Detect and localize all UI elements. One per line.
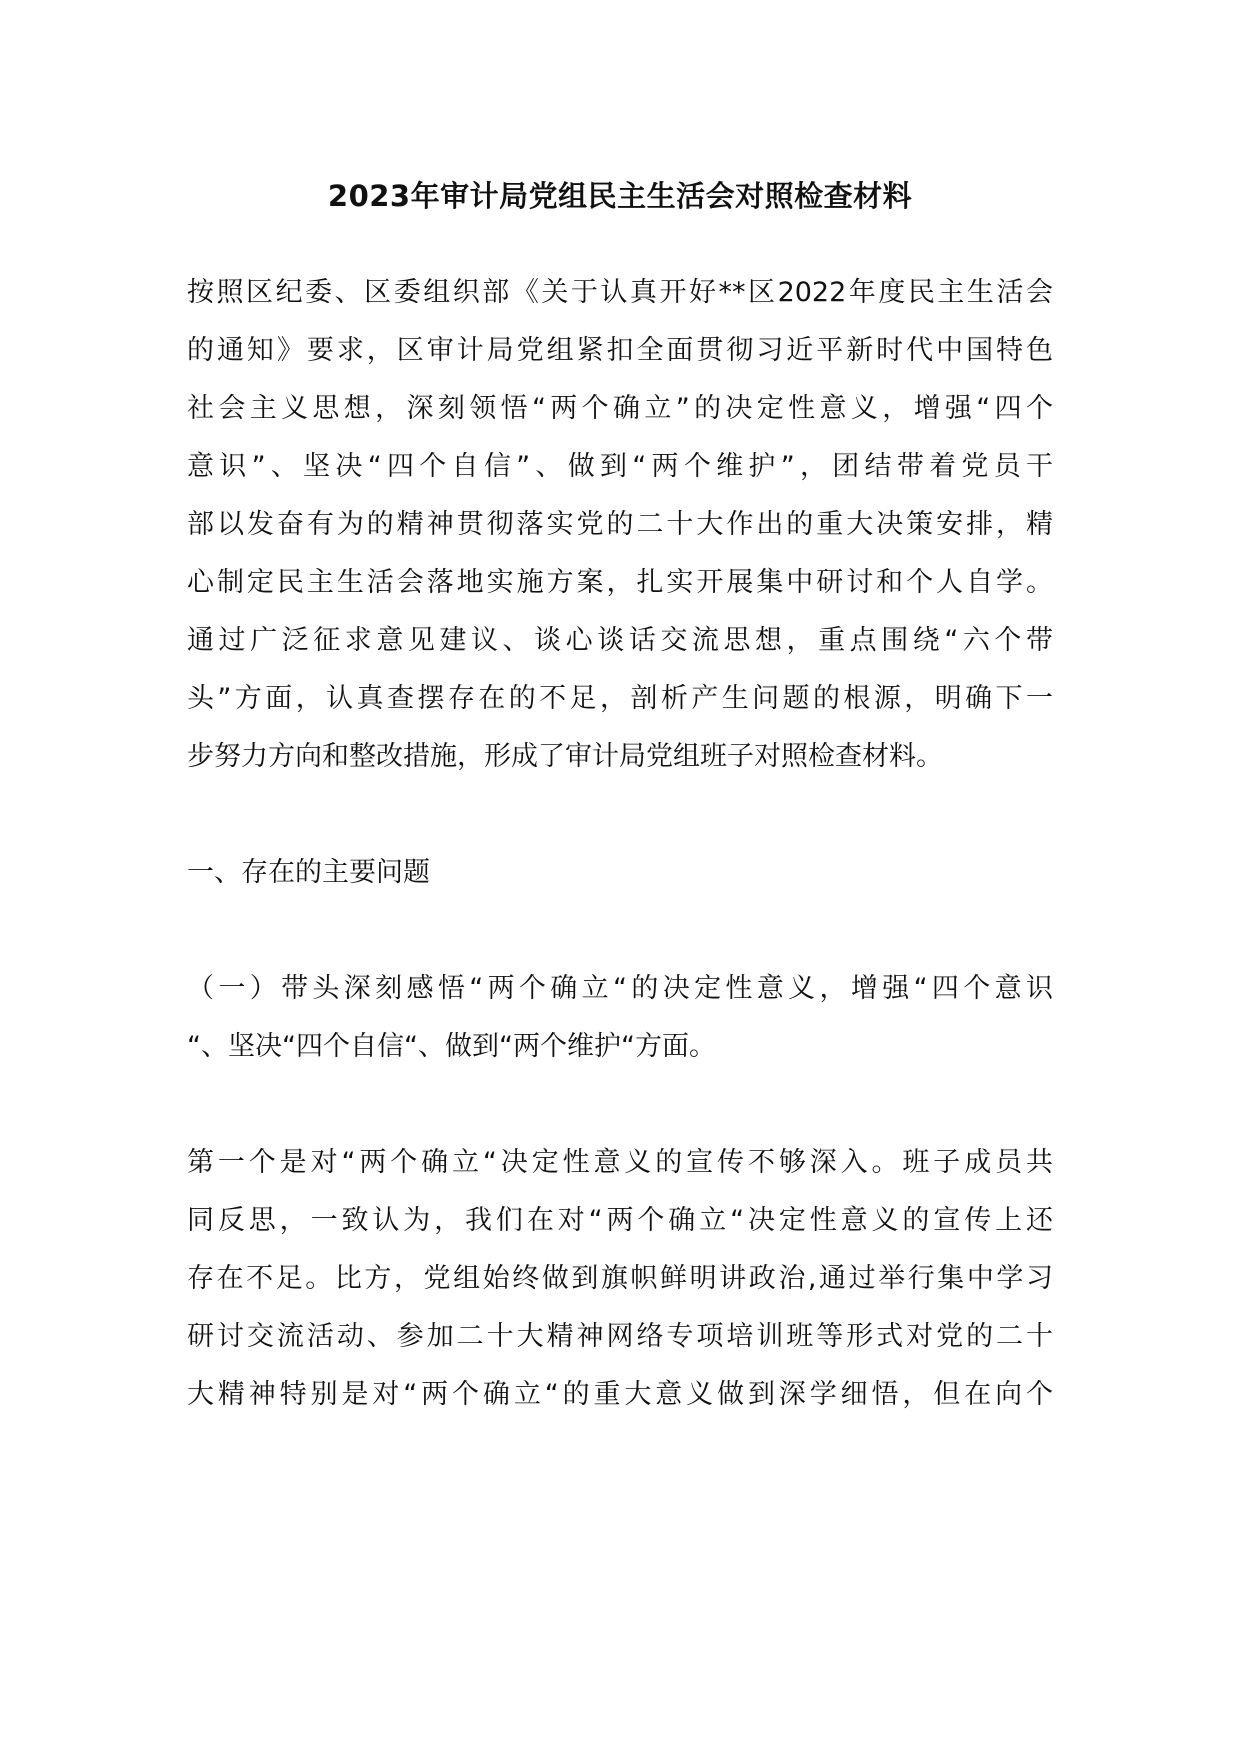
subsection-line: “、坚决“四个自信“、做到“两个维护“方面。	[187, 1031, 716, 1062]
paragraph-line: 社会主义思想，深刻领悟“两个确立”的决定性意义，增强“四个	[187, 393, 1053, 424]
paragraph-line: 研讨交流活动、参加二十大精神网络专项培训班等形式对党的二十	[187, 1321, 1053, 1352]
document-title: 2023年审计局党组民主生活会对照检查材料	[327, 179, 913, 213]
paragraph-line: 按照区纪委、区委组织部《关于认真开好**区2022年度民主生活会	[187, 277, 1053, 308]
paragraph-line: 部以发奋有为的精神贯彻落实党的二十大作出的重大决策安排，精	[187, 509, 1053, 540]
paragraph-line: 步努力方向和整改措施，形成了审计局党组班子对照检查材料。	[187, 741, 943, 772]
paragraph-line: 大精神特别是对“两个确立“的重大意义做到深学细悟，但在向个	[187, 1379, 1053, 1410]
paragraph-line: 的通知》要求，区审计局党组紧扣全面贯彻习近平新时代中国特色	[187, 335, 1053, 366]
paragraph-line: 通过广泛征求意见建议、谈心谈话交流思想，重点围绕“六个带	[187, 625, 1053, 656]
paragraph-line: 同反思，一致认为，我们在对“两个确立“决定性意义的宣传上还	[187, 1205, 1053, 1236]
section-heading: 一、存在的主要问题	[187, 857, 430, 888]
paragraph-line: 心制定民主生活会落地实施方案，扎实开展集中研讨和个人自学。	[187, 567, 1053, 598]
paragraph-line: 第一个是对“两个确立“决定性意义的宣传不够深入。班子成员共	[187, 1147, 1053, 1178]
paragraph-line: 头”方面，认真查摆存在的不足，剖析产生问题的根源，明确下一	[187, 683, 1053, 714]
paragraph-line: 存在不足。比方，党组始终做到旗帜鲜明讲政治,通过举行集中学习	[187, 1263, 1053, 1294]
subsection-line: （一）带头深刻感悟“两个确立“的决定性意义，增强“四个意识	[187, 973, 1053, 1004]
paragraph-line: 意识”、坚决“四个自信”、做到“两个维护”，团结带着党员干	[187, 451, 1053, 482]
